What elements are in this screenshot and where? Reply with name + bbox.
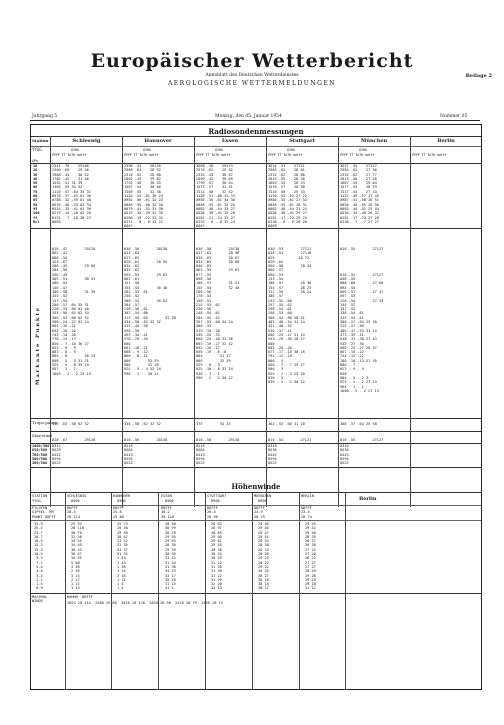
station-stuttgart: Stuttgart — [289, 138, 315, 144]
maxwind-hannover: 010 -56 28130 — [124, 438, 168, 442]
radiosonde-title: Radiosondenmessungen — [208, 127, 304, 136]
markante-punkte-label: Markante Punkte — [35, 306, 41, 385]
time-stuttgart: 0300 — [287, 148, 295, 152]
maxwind-muenchen: 010 -55 27127 — [340, 438, 384, 442]
markante-essen: 010 -58 29130 017 -61 28 96 030 -63 30 67 034 -65 30 68 046 -63 065 -59 29 62 077 -55 098 -56 100 -57 31 51 155 -54 32 40 200 -56 178 -53 196 -51 215 -53 -62 220 -56 248 -54 -61 284 -55 -62 357 -53 -60 34 24 400 -53 519 -34 -38 545 -25 -33 600 -24 -28 32 36 663 -19 -27 32 42 692 -16 -17 850 -19 - 6 -8 885 31 27 886 32 29 929 - 8 - 9 925 -10 - 8 32 24 938 - 1 - 1 990 2 2 30 12 — [196, 247, 240, 380]
station-hannover: Hannover — [144, 138, 172, 144]
colhdr-3: PPPP TT TdTd ddfff — [196, 153, 231, 157]
hw-time-essen: 0906 — [165, 499, 174, 503]
kpa-label: kPa — [32, 159, 38, 163]
pressure-levels: 10 20 30 40 50 60 70 80 85 90 95 100 ff Rcl — [33, 164, 40, 224]
upper-muenchen: 3027 -55 27127 2584 -62 27 96 2334 -62 27 77 2015 -56 27 50 1807 -55 29 64 1577 -55 28 53 1317 -54 27 43 1132 -49 -57 27 45 0987 -51 -58 26 51 0850 -48 -55 26 56 0683 -45 -52 25 44 0526 -34 -40 26 37 0281 -17 -23 27 28 0138 - 7 - 7 27 27 — [340, 164, 379, 224]
hw-berlin-header: Berlin — [359, 496, 377, 502]
wind-heights: 32.9 26.4 23.7 20.7 18.3 15.3 13.3 10.9 9.3 7.2 5.4 4.4 3.4 2.1 1.5 0.9 — [34, 522, 43, 591]
tropopause-label: Tropo-pause — [32, 420, 58, 425]
hw-station-berlin: BERLIN — [301, 494, 314, 498]
markante-hannover: 010 -56 28130 013 -63 017 -65 020 -64 28 92 034 -62 035 -62 059 -53 29 62 062 -61 131 -56 155 -54 30 46 203 -53 -61 250 -52 300 -53 30 52 304 -57 248 -56 -61 302 -54 -60 313 -58 -65 32 28 334 -58 -62 32 32 413 -44 -50 450 -50 493 -34 -41 578 -25 -26 600 662 -18 -21 808 - 9 -12 866 - 8 -11 886 32 29 900 32 28 925 - 3 - 4 32 24 996 2 30 11 — [124, 247, 176, 376]
tropo-schleswig: 316 -63 -58 02 32 — [52, 422, 89, 426]
yygg-label: YYGG — [32, 147, 42, 152]
extra-level-labels: 1000/500 850/500 700/500 500/500 300/500 — [32, 444, 50, 466]
wind-hannover: 29 73 29 56 29 50 30 47 31 42 31 35 31 37 31 32 1 43 1 43 1 36 1 34 2 16 1 11 1 4 1 4 — [117, 522, 128, 591]
wind-berlin: 29 49 29 52 29 58 28 35 28 37 28 30 27 22 27 20 26 22 27 27 27 27 28 29 29 26 29 19 29 18 31 12 — [305, 522, 316, 591]
extra-schleswig: 0312 0529 0442 0594 0522 — [52, 444, 61, 466]
tropo-stuttgart: 362 -53 -60 31 20 — [268, 422, 305, 426]
hw-station-essen: ESSEN — [161, 494, 172, 498]
upper-hannover: 2996 -54 28130 2566 -64 28 92 2316 -52 28 80 2002 -43 29 62 1792 -50 30 55 1567 -54 30 46 1309 -55 32 38 1124 -53 -61 30 24 0981 -56 -61 32 25 0846 -55 -60 32 26 0679 -44 -52 31 30 0525 -35 -39 31 35 0280 -19 -22 33 32 0131 - 8 - 8 33 21 0007 — [124, 164, 163, 229]
maxwind-label: Max-wind — [32, 433, 52, 438]
page-title: Europäischer Wetterbericht — [90, 50, 414, 72]
wind-essen: 28 88 30 99 30 78 29 55 29 53 28 50 29 39 30 39 31 42 31 44 31 36 34 23 33 17 35 16 31 15 31 4 — [165, 522, 176, 591]
extra-hannover: 0516 0584 0443 0595 0522 — [124, 444, 133, 466]
tropo-muenchen: 300 -57 -64 25 58 — [340, 422, 377, 426]
hw-time-muenchen: 0906 — [258, 499, 267, 503]
gipfel-berlin: DDFFF 23.4 28 74 — [301, 506, 312, 519]
hw-time-stuttgart: 0906 — [211, 499, 220, 503]
hw-maxwind-header: HHHHH DDFFF — [67, 595, 93, 599]
hoehenwinde-title: Höhenwinde — [231, 482, 281, 491]
time-hannover: 0300 — [143, 148, 151, 152]
station-label: Station — [32, 138, 49, 143]
hw-station-stuttgart: STUTTGART — [207, 494, 227, 498]
pilot-labels: PILOTEN GIPFEL- KM PUNKT DDFFF — [32, 506, 56, 519]
markante-stuttgart: 010 -53 27121 014 -54 27118 025 28 72 028 -62 050 -58 28 43 060 -57 090 -53 133 -54 100 -57 28 38 134 -57 28 23 177 -55 28 24 186 -57 242 -52 -60 257 -55 -62 298 -54 -61 298 -53 -60 300 -52 -60 28 31 403 -48 -54 31 14 431 -48 -53 530 -37 -41 600 -24 -27 31 24 553 -29 -36 20 27 600 603 -28 -28 677 -17 -18 30 16 792 -12 -19 800 - 5 850 - 7 - 7 29 27 900 - 3 925 - 2 - 3 25 20 926 - 3 939 - 2 - 2 30 12 — [268, 247, 312, 385]
colhdr-4: PPPP TT TdTd ddfff — [268, 153, 303, 157]
gipfel-essen: DDFFF 30.2 28 120 — [161, 506, 174, 519]
beilage-label: Beilage 2 — [465, 73, 492, 79]
station-berlin: Berlin — [437, 138, 455, 144]
maxwind-essen: 010 -58 29130 — [196, 438, 240, 442]
hw-station-schleswig: SCHLESWIG — [67, 494, 87, 498]
colhdr-5: PPPP TT TdTd ddfff — [340, 153, 375, 157]
header-rule — [30, 120, 480, 121]
extra-stuttgart: 0316 0536 0444 0594 0522 — [268, 444, 277, 466]
extra-muenchen: 0310 0536 0443 0594 0522 — [340, 444, 349, 466]
hw-time-hannover: 0906 — [117, 499, 126, 503]
hw-station-label: STATION — [32, 494, 48, 498]
upper-essen: 3008 -58 29123 2576 -62 29 82 2325 -43 30 67 2009 -42 30 69 1799 -57 30 44 1573 -57 31 51 1314 -56 32 42 1128 -51 -60 32 33 0985 -55 -61 34 30 0848 -55 -61 34 25 0682 -48 -54 33 27 0526 -39 -41 33 20 0281 -21 -24 33 27 0132 - 6 - 8 32 24 0007 — [196, 164, 235, 229]
issuer-line: Amtsblatt des Deutschen Wetterdienstes — [205, 73, 299, 78]
markante-schleswig: 018 -47 29120 062 -47 080 -54 124 -67 200 -45 29 69 204 -58 356 -49 365 -51 30 53 400 -52 140 -57 300 -58 31 39 445 -52 147 -55 200 -57 -64 35 31 228 -55 -60 01 40 334 -56 -62 02 34 300 -53 -60 02 32 500 -24 -27 01 24 604 -16 -21 692 -16 -20 743 -14 -20 778 -14 -17 850 - 7 -10 36 27 855 - 9 - 9 883 - 8 - 9 885 - 8 36 23 898 5 - 5 31 21 925 - 5 - 8 35 19 957 3 - 1 1003 - 2 - 2 29 13 — [52, 247, 96, 376]
tropo-essen: 375 34 24 — [196, 422, 231, 426]
upper-schleswig: 2545 -70 29106 2300 -65 29 56 1988 -45 30 52 1782 -42 31 46 1552 -51 31 39 1305 -55 34 32 1120 -57 -64 35 31 0978 -57 -63 01 36 0788 -52 -59 01 40 0676 -48 -53 02 34 0524 -35 -41 01 30 0279 -15 -20 01 20 0131 - 7 -10 36 27 0003 — [52, 164, 91, 224]
wind-stuttgart: 28 83 28 97 30 89 29 60 29 61 29 55 30 38 30 34 30 29 31 22 31 28 31 30 31 22 31 20 32 20 32 13 — [211, 522, 222, 591]
maxwind-stuttgart: 014 -54 27121 — [268, 438, 312, 442]
gipfel-schleswig: DDFFF 28.5 28 114 — [67, 506, 80, 519]
time-schleswig: 0300 — [71, 148, 79, 152]
hw-station-hannover: HANNOVER — [113, 494, 131, 498]
time-muenchen: 0300 — [359, 148, 367, 152]
colhdr-1: PPPP TT TdTd ddfff — [52, 153, 87, 157]
extra-essen: 0516 0584 0443 0594 0522 — [196, 444, 205, 466]
time-essen: 0300 — [215, 148, 223, 152]
jahrgang: Jahrgang 5 — [32, 114, 58, 119]
colhdr-6: PPPP TT TdTd ddfff — [412, 153, 447, 157]
wind-schleswig: 29 93 28 110 30 76 32 58 33 55 34 45 36 43 36 47 34 55 5 58 3 46 2 36 3 24 2 17 1 11 1 14 — [71, 522, 84, 591]
issue-date: Montag, den 05. Januar 1954 — [215, 114, 282, 119]
hw-maxwind-label: MAXIMAL- WINDE — [32, 595, 50, 604]
station-schleswig: Schleswig — [72, 138, 101, 144]
markante-muenchen: 010 -55 27127 010 -55 27127 048 -59 088 -60 27 60 094 -54 060 -57 27 47 097 -53 128 -54 27 43 144 -57 197 -52 130 -54 -61 215 -54 -61 300 -57 -64 25 58 315 -57 -60 480 -47 -53 31 14 473 -39 -41 548 -31 -38 27 43 532 -27 -30 600 -24 -27 26 37 667 -18 -22 744 -12 -22 788 -10 -13 27 35 800 - 7 823 - 9 - 9 850 904 - 5 - 2 3 925 - 2 - 2 27 13 964 1 - 1 1000 - 2 - 2 27 13 — [340, 247, 384, 393]
station-essen: Essen — [221, 138, 239, 144]
bulletin-frame — [30, 124, 482, 690]
wind-muenchen: 29 46 29 50 29 47 29 41 28 43 28 38 28 32 28 26 29 23 28 22 29 22 28 26 28 27 30 18 30 15 30 17 — [258, 522, 269, 591]
hw-yygg-label: YYGG — [32, 499, 41, 503]
gipfel-muenchen: DDFFF 24.9 28 79 — [254, 506, 265, 519]
gipfel-hannover: DDFFF 25.8 29 80 — [113, 506, 124, 519]
hw-station-muenchen: MUENCHEN — [254, 494, 272, 498]
hw-maxwind-values: 2854 28 114 2580 29 80 3010 28 120 2850 28 96 2478 28 79 2340 28 74 — [67, 601, 223, 605]
upper-stuttgart: 3024 -53 27121 2585 -62 28 81 2332 -62 28 88 2014 -59 28 50 1805 -53 28 53 1578 -57 28 38 1316 -56 29 33 1130 -52 -62 27 22 0986 -53 -61 27 33 0848 -55 -61 28 31 0682 -48 -54 31 24 0526 -38 -41 29 27 0281 -17 -22 29 24 0138 - 6 - 6 28 26 0009 — [268, 164, 307, 229]
station-muenchen: München — [360, 138, 388, 144]
maxwind-schleswig: 018 -67 29120 — [52, 438, 96, 442]
issue-number: Nummer 05 — [440, 114, 468, 119]
gipfel-stuttgart: DDFFF 28.5 28 96 — [207, 506, 218, 519]
subtitle: AEROLOGISCHE WETTERMELDUNGEN — [167, 80, 337, 87]
tropo-hannover: 334 -58 -62 32 32 — [124, 422, 161, 426]
hw-time-schleswig: 0906 — [71, 499, 80, 503]
colhdr-2: PPPP TT TdTd ddfff — [124, 153, 159, 157]
